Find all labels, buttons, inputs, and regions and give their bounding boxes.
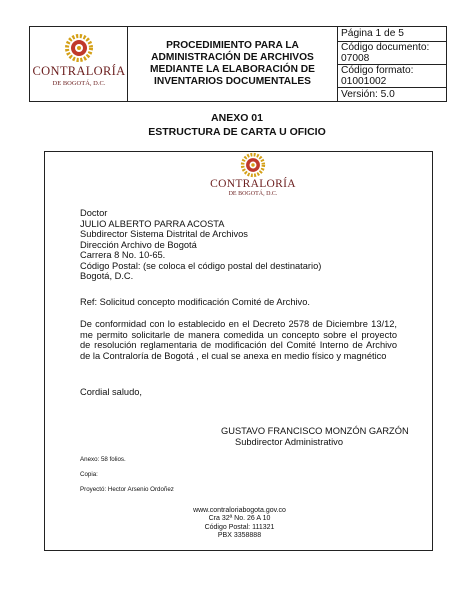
version: Versión: 5.0 bbox=[341, 88, 395, 100]
recipient-line: JULIO ALBERTO PARRA ACOSTA bbox=[80, 218, 225, 229]
letter-logo bbox=[203, 152, 303, 197]
logo-subtitle: DE BOGOTÁ, D.C. bbox=[52, 80, 106, 87]
logo-brand: CONTRALORÍA bbox=[210, 178, 296, 190]
projected-by: Proyectó: Hector Arsenio Ordoñez bbox=[80, 486, 174, 493]
contraloria-emblem-icon bbox=[64, 33, 94, 63]
header-title-line: INVENTARIOS DOCUMENTALES bbox=[154, 76, 311, 87]
signer-role: Subdirector Administrativo bbox=[235, 437, 343, 447]
recipient-line: Carrera 8 No. 10-65. bbox=[80, 250, 166, 260]
header-title-line: PROCEDIMIENTO PARA LA bbox=[166, 40, 299, 51]
footer-postal-code: Código Postal: 111321 bbox=[204, 523, 275, 531]
header-title-line: MEDIANTE LA ELABORACIÓN DE bbox=[150, 64, 315, 75]
annex-title: ESTRUCTURA DE CARTA U OFICIO bbox=[148, 126, 326, 138]
recipient-line: Dirección Archivo de Bogotá bbox=[80, 239, 197, 250]
letter-body: De conformidad con lo establecido en el Decreto 2578 de Diciembre 13/12, me permito solicitarle de manera comedida un concepto sobre el proyecto de resolución reglamentaria de modificación del Comité Interno de Archivo de la Contraloría de Bogotá , el cual se anexa en medio físico y magnético bbox=[80, 319, 397, 361]
logo-subtitle: DE BOGOTÁ, D.C. bbox=[228, 191, 278, 197]
recipient-line: Doctor bbox=[80, 208, 108, 218]
annex-note: Anexo: 58 folios. bbox=[80, 456, 126, 463]
header-title-line: ADMINISTRACIÓN DE ARCHIVOS bbox=[151, 52, 314, 63]
document-header bbox=[29, 26, 447, 102]
header-logo-cell bbox=[30, 27, 128, 101]
contraloria-emblem-icon bbox=[240, 152, 266, 178]
header-title bbox=[128, 27, 338, 101]
page-number: Página 1 de 5 bbox=[338, 27, 446, 42]
contraloria-logo bbox=[30, 33, 128, 87]
signer-name: GUSTAVO FRANCISCO MONZÓN GARZÓN bbox=[221, 426, 409, 436]
annex-number: ANEXO 01 bbox=[211, 112, 263, 124]
format-code: Código formato: 01001002 bbox=[338, 65, 446, 88]
copy-note: Copia: bbox=[80, 471, 98, 478]
recipient-line: Subdirector Sistema Distrital de Archivos bbox=[80, 229, 248, 239]
reference-line: Ref: Solicitud concepto modificación Comité de Archivo. bbox=[80, 297, 310, 307]
letter-sample bbox=[44, 151, 433, 551]
document-code: Código documento: 07008 bbox=[338, 42, 446, 65]
recipient-line: Código Postal: (se coloca el código postal del destinatario) bbox=[80, 260, 322, 271]
footer-address: Cra 32ª No. 26 A 10 bbox=[208, 515, 271, 523]
recipient-line: Bogotá, D.C. bbox=[80, 271, 134, 281]
footer-website: www.contraloriabogota.gov.co bbox=[193, 507, 286, 514]
header-meta bbox=[338, 27, 446, 101]
recipient-block bbox=[80, 208, 321, 282]
logo-brand: CONTRALORÍA bbox=[32, 64, 126, 78]
greeting: Cordial saludo, bbox=[80, 387, 143, 397]
letter-footer bbox=[45, 507, 434, 541]
footer-phone: PBX 3358888 bbox=[217, 532, 262, 540]
